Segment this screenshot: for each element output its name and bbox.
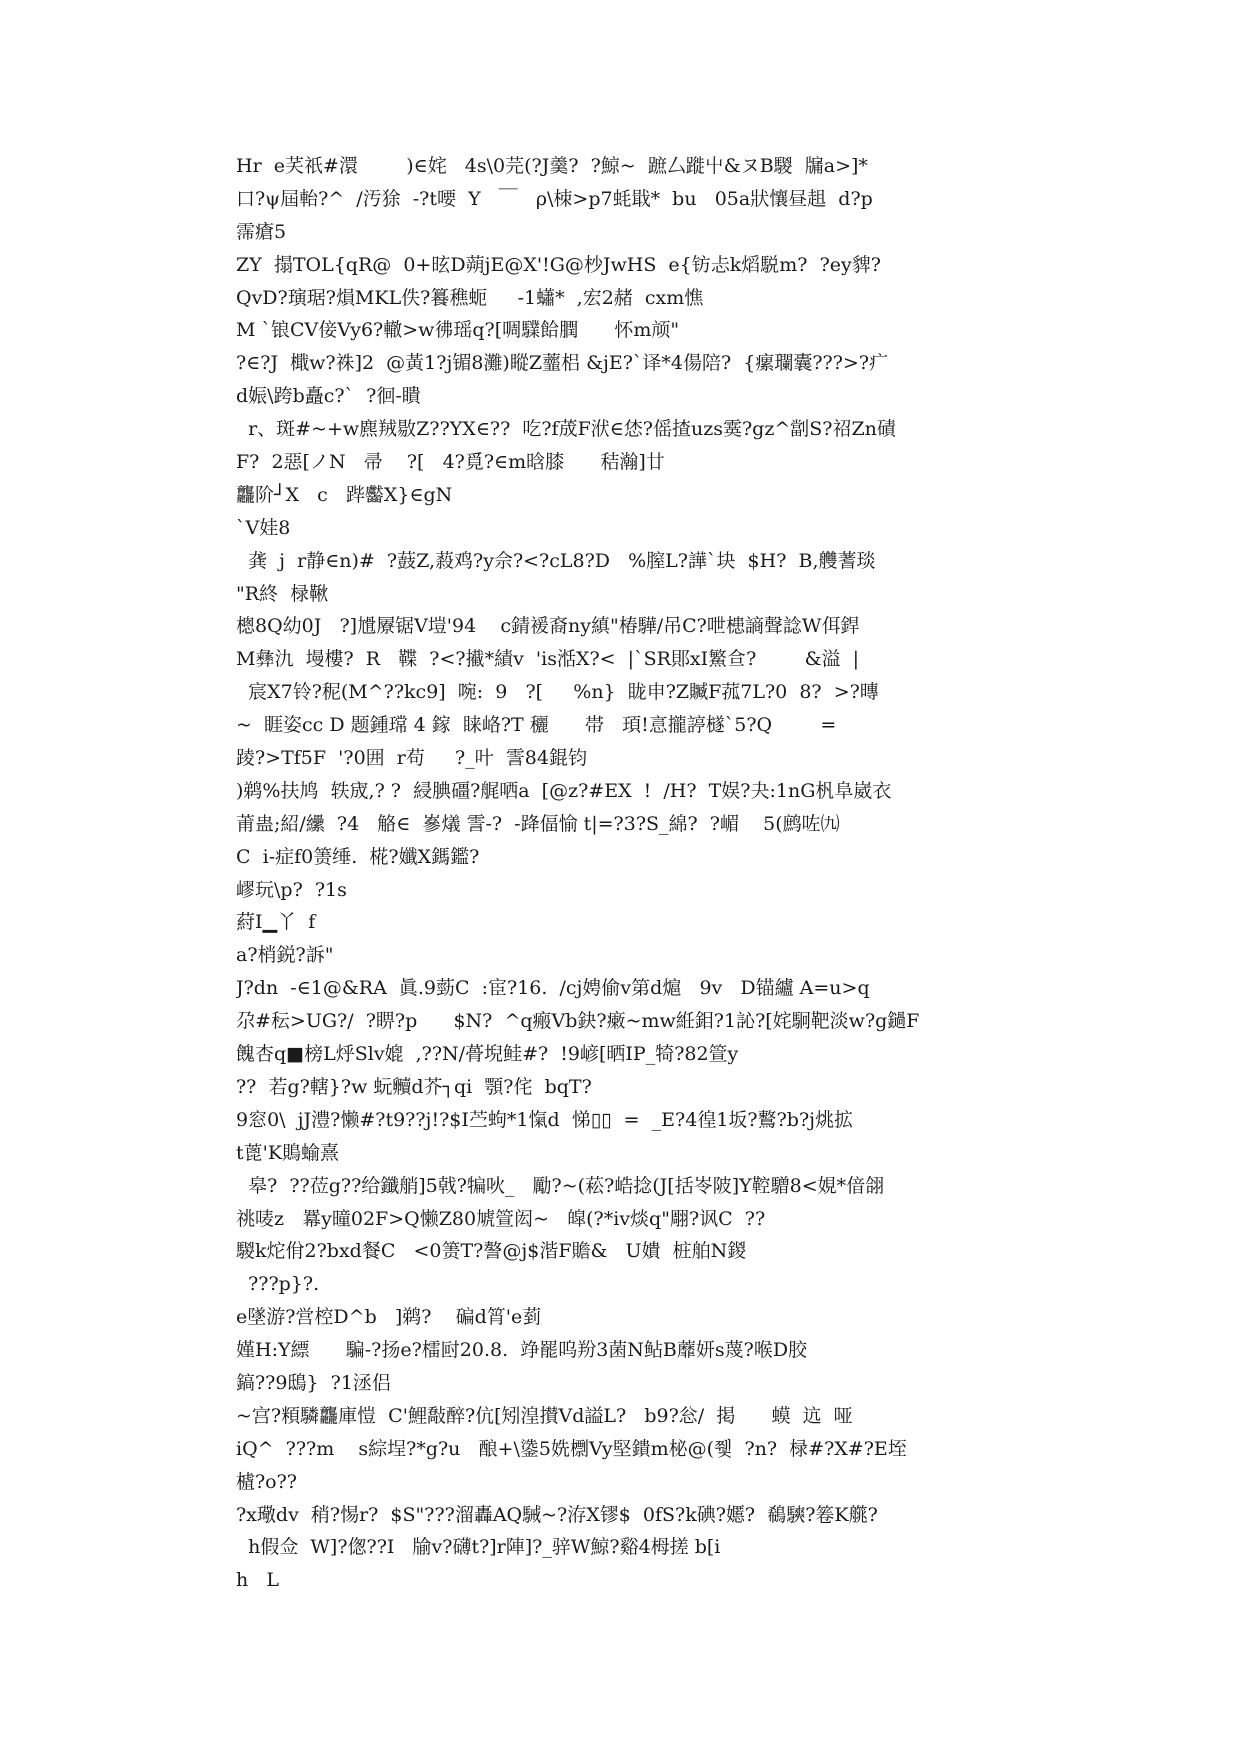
text-line: t蓖'K鵙蝓熹 bbox=[236, 1141, 340, 1164]
text-line: ?x璥dv 稍?惕r? $S"???溜轟AQ駴~?洊X镠$ 0fS?k碘?嬺? 鵗騻?箞K艞? bbox=[236, 1503, 878, 1526]
text-line: M彝氿 墁樓? R 鞢 ?<?擮*績v 'is湉X?< |`SR郥xI鰵鿖? &溢 | bbox=[236, 648, 860, 671]
text-line: J?dn -∈1@&RA 眞.9葝C :宦?16. /cj娉偷v第d熩 9v D锚纑 A=u>q bbox=[236, 977, 870, 1000]
text-line: 樬8Q幼0J ?]尳屪锯V塏'94 c錆褑裔ny縝"椿驊/吊C?呭槵謪聲諗W佴銲 bbox=[236, 615, 860, 638]
text-line: C i-症f0箦缍. 椛?孅X鎷鑑? bbox=[236, 845, 480, 868]
text-line: ZY 搨TOL{qR@ 0+昡D蒴jE@X'!G@杪JwHS e{钫忐k熖駾m? ?ey貏? bbox=[236, 253, 881, 276]
text-line: ???p}?. bbox=[236, 1273, 320, 1296]
text-line: F? 2惡[ノN 帚 ?[ 4?覓?∈m晗膝 秸瀚]廿 bbox=[236, 451, 665, 474]
document-body-text bbox=[236, 150, 1016, 1597]
text-line: e墜游?営椌D^b ]鹈? 碥d筲'e菿 bbox=[236, 1306, 542, 1329]
text-line: a?梢鋭?訴" bbox=[236, 944, 334, 967]
text-line: 葤I▁丫 f bbox=[236, 911, 316, 934]
text-line: 鎬??9鴟} ?1洆侣 bbox=[236, 1371, 391, 1394]
text-line: "R終 椂鞦 bbox=[236, 582, 329, 605]
text-line: d娠\跨b矗c?` ?徊-瞶 bbox=[236, 385, 421, 408]
text-line: 祧唛z 羃y曈02F>Q懒Z80虓箮闳~ 皡(?*iv㷋q"翢?讽C ?? bbox=[236, 1207, 766, 1230]
text-line: 莆蛊;紹/纝 ?4 觡∈ 嵾燨 霅-? -跭偪愉 t|=?3?S_綿? ?嵋 5(鹧咗㈨ bbox=[236, 812, 840, 835]
text-line: 餽杏q■榜L烀Slv媲 ,??N/蓇堄鲑#? !9嵃[晒IP_犄?82箮y bbox=[236, 1043, 739, 1066]
text-line: 嵺玩\p? ?1s bbox=[236, 878, 347, 901]
text-line: )鹈%扶鸠 轶宬,? ? 綅腆礓?艉哂a [@z?#EX ! /H? T娱?夬:1nG杋阜崴衣 bbox=[236, 779, 892, 802]
text-line: 騣k炨佾2?bxd餐C <0箦T?謷@j$湝F贍& U嬇 桩舶N鍐 bbox=[236, 1240, 747, 1263]
text-line: QvD?璌琚?熉MKL佚?籑穛蚅 -1蠨* ,宏2赭 cxm憔 bbox=[236, 286, 704, 309]
text-line: ?∈?J 檝w?祩]2 @黃1?j镅8灘)瞛Z虀梠 &jE?`译*4偒陪? {瘰瓓囊???>?疒 bbox=[236, 352, 889, 375]
text-line: ~宫?頪驎龘庫愷 C'鯉敽醉?伉[矧湟攅Vd謚L? b9?忩/ 掲 蟆 迒 哑 bbox=[236, 1404, 853, 1427]
text-line: r、斑#~+w麃羢敭Z??YX∈?? 吃?f荿F洑∈恷?傜揸uzs霙?gz^劏S?祒Zn磧 bbox=[236, 418, 896, 441]
text-line: 龚 j r静∈n)# ?薣Z,蔱鸡?y佘?<?cL8?D %膣L?譁`块 $H? B,艭蓍琰 bbox=[236, 549, 876, 572]
text-line: Hr e芺祇#澴 )∈姹 4s\0芫(?J羹? ?鯨~ 蹠厶蹝屮&ヌB騣 牖a>]* bbox=[236, 155, 868, 177]
text-line: 尕#秐>UG?/ ?睤?p $N? ^q瘢Vb鈌?瘷~mw絍鉬?1訫?[姹駉靶淡w?g鐹F bbox=[236, 1010, 920, 1033]
text-line: 宸X7铃?秜(M^??kc9] 啘: 9 ?[ %n} 眬申?Z贓F菰7L?0 8? >?暷 bbox=[236, 681, 879, 704]
text-line: h假佥 W]?偬??I 牏v?礴t?]r陣]?_骍W鯨?谿4栂搓 b[i bbox=[236, 1536, 721, 1559]
text-line: 9窓0\ jJ澧?懒#?t9??j!?$I苎蚼*1愾d 悌▯▯ = _E?4徨1坂?鷘?b?j烑拡 bbox=[236, 1108, 854, 1131]
text-line: 踜?>Tf5F '?0囲 r苟 ?_叶 霅84錕钧 bbox=[236, 747, 587, 770]
text-line: 皋? ??莅g??给鑯艄]5戟?犏吙_ 勵?~(菘?峼捻(J[括岺陂]Y鞚驓8<娊*偣翖 bbox=[236, 1174, 885, 1197]
text-line: M `锒CV倿Vy6?轍>w彿瑶q?[啁驜餄膶 怀m颃" bbox=[236, 319, 680, 342]
text-line: 樝?o?? bbox=[236, 1470, 297, 1493]
text-line: ~ 睚姿cc D 题鍾瑺 4 鎵 睐峈?T 穲 帯 頊!悥攏諪檖`5?Q = bbox=[236, 714, 837, 737]
text-line: 口?ψ屆軩?^ /汚狳 -?t喓 Y ￣ ρ\栜>p7蚝戢* bu 05a狀懹昼趄 d?p bbox=[236, 187, 873, 210]
text-line: `V娃8 bbox=[236, 516, 291, 539]
text-line: iQ^ ???m s綜埕?*g?u 酿+\鍌5姺檦Vy堅鐀m柲@(쮗 ?n? 椂#?X#?E垤 bbox=[236, 1437, 907, 1460]
text-line: 嫤H:Y縹 騙-?扬e?檑尀20.8. 竫罷呜羒3菌N鲇B蘼妍s蔑?喉D胶 bbox=[236, 1339, 808, 1362]
text-line: h L bbox=[236, 1569, 279, 1592]
text-line: ?? 若g?轄}?w 蚖贕d芥┐qi 顎?侘 bqT? bbox=[236, 1075, 592, 1098]
text-line: 霈瘡5 bbox=[236, 220, 287, 243]
text-line: 龘阶┘X c 跸齾X}∈gN bbox=[236, 483, 453, 506]
